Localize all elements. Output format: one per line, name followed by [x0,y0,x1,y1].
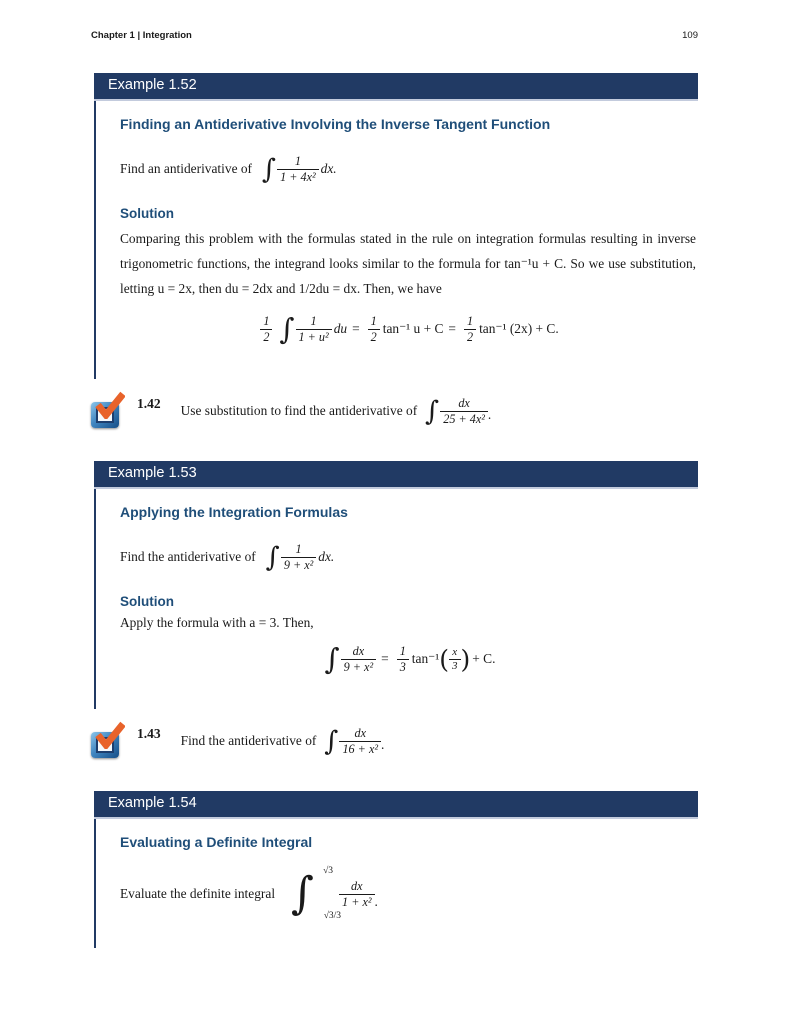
fraction-numerator: x [452,646,458,659]
example-1-52-problem [120,150,696,188]
fraction-denominator: 1 + x² [339,894,374,910]
example-1-52 [94,73,698,379]
integral-icon: ∫ [279,311,295,346]
problem-prefix: Find an antiderivative of [120,161,253,176]
page-number: 109 [682,30,698,41]
integral-icon: ∫ [425,395,440,427]
checkpoint-text [181,396,492,426]
fraction-denominator: 3 [397,659,409,675]
differential: dx. [320,161,337,176]
fraction-numerator: dx [351,879,363,894]
example-1-54-title: Evaluating a Definite Integral [120,834,313,851]
integral-icon: ∫ [291,868,314,920]
equals-sign: = [381,651,389,667]
lower-limit: √3/3 [323,911,342,922]
example-1-53-title: Applying the Integration Formulas [120,504,348,521]
integrand-fraction [339,726,381,756]
problem-prefix: Find the antiderivative of [120,549,256,565]
fraction-numerator: dx [458,396,470,411]
fraction-numerator: 1 [295,542,302,557]
period: . [487,406,492,422]
equation-tail: + C. [472,651,496,667]
coefficient-fraction [397,644,409,674]
fraction-numerator: dx [354,726,366,741]
integrand-fraction [341,644,376,674]
argument-fraction [449,646,461,672]
equation-term: tan⁻¹ u + C [382,321,444,337]
fraction-denominator: 2 [368,329,380,345]
fraction-denominator: 1 + u² [296,329,332,345]
fraction-numerator: 1 [370,314,377,329]
fraction-numerator: 1 [263,314,270,329]
period: . [374,894,378,910]
upper-limit: √3 [323,866,334,877]
equals-sign: = [448,321,456,337]
integral-icon: ∫ [262,153,277,185]
period: . [381,736,385,752]
example-1-54 [94,791,698,948]
checkpoint-prompt: Find the antiderivative of [180,733,317,749]
fraction-numerator: 1 [310,314,317,329]
checkpoint-number: 1.43 [137,726,161,742]
equation-1-53 [120,639,696,679]
example-1-54-header-bar [94,791,698,819]
example-1-53-header-bar [94,461,698,489]
chapter-label: Chapter 1 | Integration [91,30,192,41]
coefficient-fraction [368,314,380,344]
integrand-fraction [281,542,316,572]
integral-icon: ∫ [265,541,280,573]
checkpoint-icon [91,393,127,429]
example-1-52-body [94,101,698,379]
solution-sentence: Apply the formula with a = 3. Then, [120,615,314,631]
coefficient-fraction [464,314,476,344]
solution-paragraph: Comparing this problem with the formulas stated in the rule on integration formulas resulting in inverse trigonometric functions, the integrand looks similar to the formula for tan⁻¹u + C. So we use substitution, letting u = 2x, then du = 2dx and 1/2du = dx. Then, we have [120,231,696,296]
running-head [0,0,791,41]
integrand-fraction [296,314,332,344]
coefficient-fraction [260,314,272,344]
integral-icon: ∫ [324,725,339,757]
integrand-fraction [440,396,488,426]
solution-heading: Solution [120,594,174,610]
example-1-52-title: Finding an Antiderivative Involving the Inverse Tangent Function [120,116,551,132]
equation-term: tan⁻¹ (2x) + C. [479,321,559,337]
checkpoint-number: 1.42 [137,396,161,412]
example-1-53-label: Example 1.53 [108,465,197,482]
differential: du [333,321,348,337]
problem-prefix: Evaluate the definite integral [120,886,276,902]
equation-1-52 [120,309,696,349]
checkpoint-1-43 [91,719,698,763]
fraction-denominator: 1 + 4x² [277,169,319,185]
integrand-fraction [339,879,374,909]
fraction-denominator: 16 + x² [339,741,381,757]
solution-heading: Solution [120,206,174,221]
fraction-denominator: 2 [464,329,476,345]
integrand-fraction [277,154,319,184]
checkmark-icon [93,721,125,749]
right-paren: ) [460,644,471,674]
checkpoint-prompt: Use substitution to find the antiderivative of [180,403,418,419]
example-1-52-header-bar [94,73,698,101]
example-1-54-body [94,819,698,948]
checkpoint-1-42 [91,389,698,433]
fraction-denominator: 9 + x² [341,659,376,675]
fraction-denominator: 9 + x² [281,557,316,573]
differential: dx. [318,549,335,565]
fraction-numerator: 1 [294,153,301,168]
example-1-54-label: Example 1.54 [108,795,197,812]
fraction-numerator: dx [352,644,365,659]
equals-sign: = [352,321,360,337]
example-1-53-body [94,489,698,709]
fraction-denominator: 3 [449,659,461,673]
function-name: tan⁻¹ [411,651,440,667]
example-1-52-label: Example 1.52 [108,77,197,93]
fraction-numerator: 1 [399,644,406,659]
fraction-denominator: 2 [260,329,272,345]
checkpoint-icon [91,723,127,759]
fraction-denominator: 25 + 4x² [440,411,488,427]
example-1-53 [94,461,698,709]
fraction-numerator: 1 [466,314,474,329]
checkmark-icon [93,391,125,419]
checkpoint-text [181,726,385,756]
example-1-54-problem [120,864,696,924]
left-paren: ( [439,644,449,674]
integral-icon: ∫ [324,641,340,676]
definite-integral [291,866,342,922]
example-1-53-problem [120,538,696,576]
